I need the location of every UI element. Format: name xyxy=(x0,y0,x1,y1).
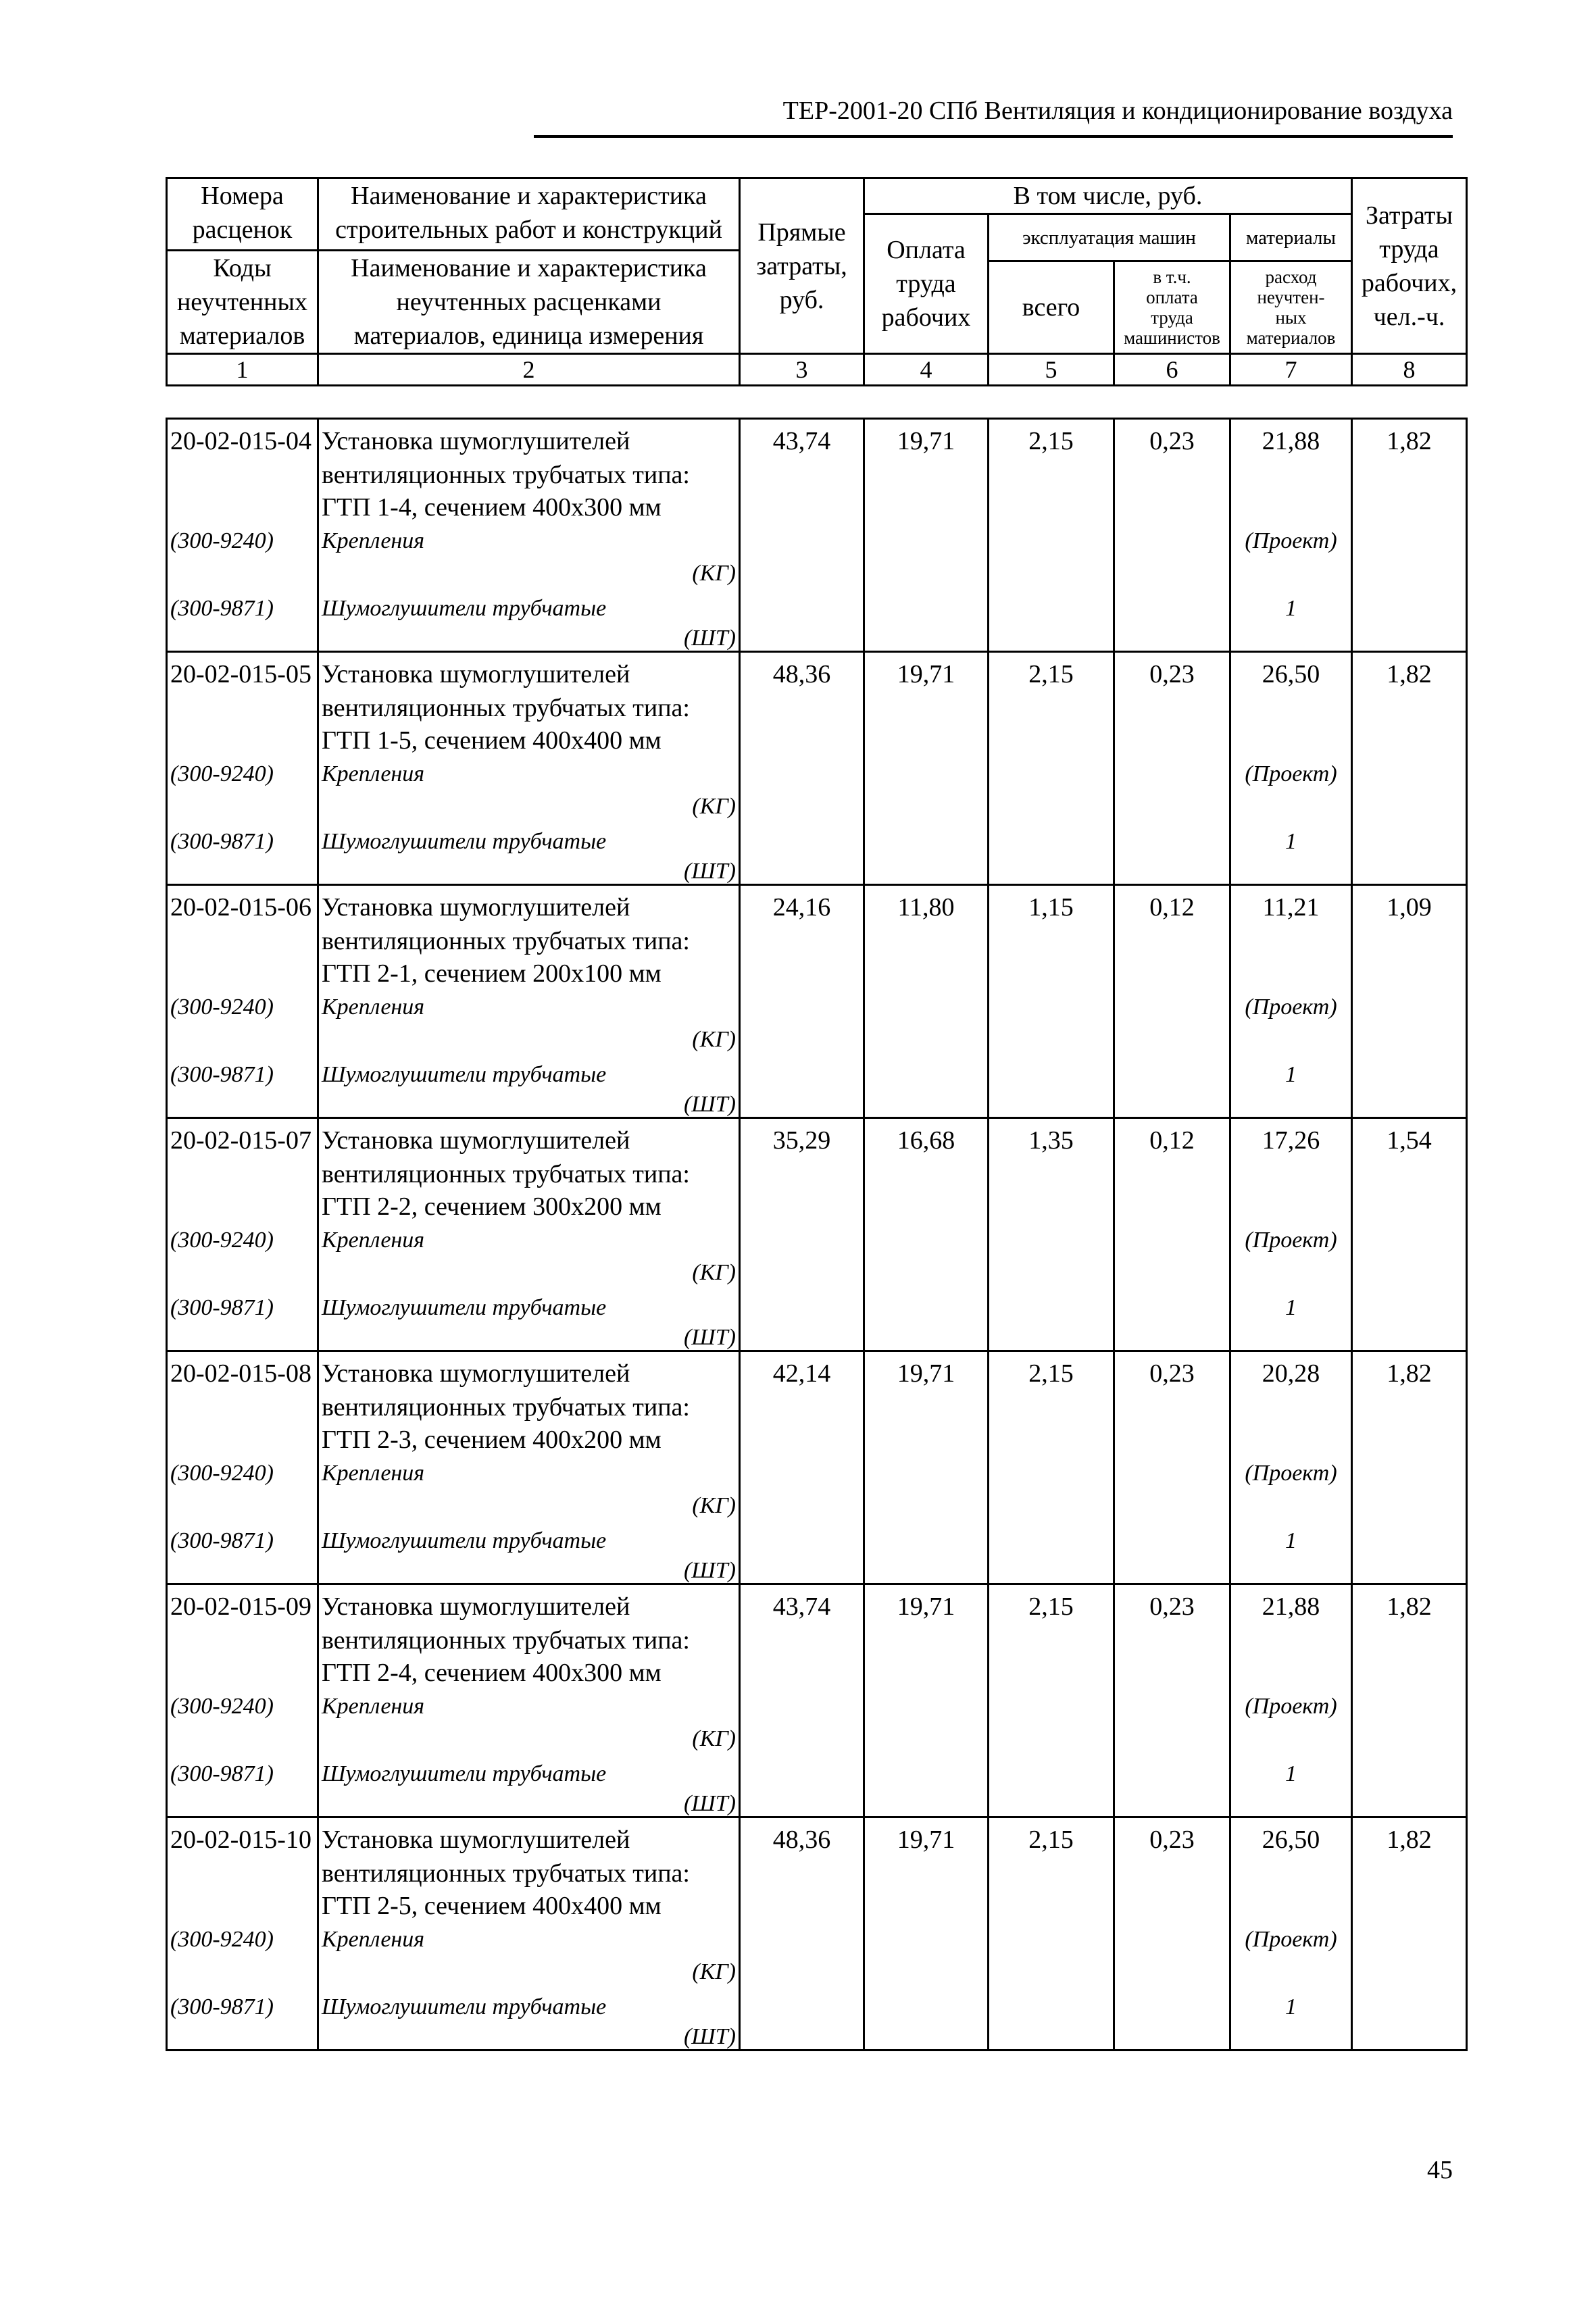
direct-costs-value: 48,36 xyxy=(772,1826,831,1854)
column-number: 8 xyxy=(1352,354,1467,386)
labor-pay-value: 11,80 xyxy=(897,893,955,922)
material-unit-fasteners: (КГ) xyxy=(692,1027,736,1052)
materials-value: 21,88 xyxy=(1262,427,1320,455)
direct-costs-value: 43,74 xyxy=(772,427,831,455)
materials-value: 11,21 xyxy=(1262,893,1320,922)
labor-hours-value: 1,82 xyxy=(1387,1592,1432,1621)
machines-total-value: 1,15 xyxy=(1028,893,1074,922)
material-code-fasteners: (300-9240) xyxy=(170,528,274,553)
labor-hours-value: 1,82 xyxy=(1387,427,1432,455)
machinists-pay-value: 0,12 xyxy=(1149,1126,1195,1155)
materials-value: 17,26 xyxy=(1262,1126,1320,1155)
direct-costs-value: 35,29 xyxy=(772,1126,831,1155)
machinists-pay-value: 0,23 xyxy=(1149,660,1195,688)
column-number: 6 xyxy=(1114,354,1230,386)
material-unit-silencers: (ШТ) xyxy=(683,1092,736,1117)
material-name-silencers: Шумоглушители трубчатые xyxy=(322,1062,607,1087)
labor-pay-value: 19,71 xyxy=(897,427,955,455)
material-unit-silencers: (ШТ) xyxy=(683,1791,736,1816)
material-qty-silencers: 1 xyxy=(1285,1528,1297,1553)
material-code-fasteners: (300-9240) xyxy=(170,761,274,786)
work-name-line: ГТП 2-3, сечением 400х200 мм xyxy=(322,1426,662,1454)
labor-pay-value: 19,71 xyxy=(897,1826,955,1854)
header-labor-hours: Затраты труда рабочих, чел.-ч. xyxy=(1352,178,1467,354)
rate-code: 20-02-015-10 xyxy=(170,1826,311,1854)
work-name-line: Установка шумоглушителей xyxy=(322,1826,630,1854)
machinists-pay-value: 0,23 xyxy=(1149,427,1195,455)
rate-code: 20-02-015-09 xyxy=(170,1592,311,1621)
header-materials: материалы xyxy=(1230,214,1352,261)
material-name-fasteners: Крепления xyxy=(322,761,425,786)
materials-value: 20,28 xyxy=(1262,1359,1320,1388)
rate-code: 20-02-015-05 xyxy=(170,660,311,688)
labor-pay-value: 19,71 xyxy=(897,1359,955,1388)
material-qty-fasteners: (Проект) xyxy=(1245,1694,1337,1719)
material-unit-silencers: (ШТ) xyxy=(683,859,736,884)
labor-pay-value: 19,71 xyxy=(897,660,955,688)
work-name-line: ГТП 2-4, сечением 400х300 мм xyxy=(322,1659,662,1687)
material-code-silencers: (300-9871) xyxy=(170,1528,274,1553)
header-labor-pay: Оплата труда рабочих xyxy=(864,214,989,354)
rate-code: 20-02-015-04 xyxy=(170,427,311,455)
work-name-line: Установка шумоглушителей xyxy=(322,893,630,922)
work-name-line: ГТП 1-4, сечением 400х300 мм xyxy=(322,493,662,522)
material-unit-silencers: (ШТ) xyxy=(683,1325,736,1350)
work-name-line: ГТП 2-5, сечением 400х400 мм xyxy=(322,1892,662,1920)
material-unit-silencers: (ШТ) xyxy=(683,2024,736,2049)
material-name-fasteners: Крепления xyxy=(322,1694,425,1719)
header-names: Наименование и характеристика строительных работ и конструкций Наименование и характеристика неучтенных расценками материалов, единица измерения xyxy=(318,178,740,354)
machines-total-value: 2,15 xyxy=(1028,1826,1074,1854)
material-name-silencers: Шумоглушители трубчатые xyxy=(322,1528,607,1553)
material-qty-fasteners: (Проект) xyxy=(1245,1461,1337,1486)
rate-code: 20-02-015-07 xyxy=(170,1126,311,1155)
table-row xyxy=(167,1351,1467,1584)
table-row xyxy=(167,885,1467,1118)
header-codes: Номера расценок Коды неучтенных материалов xyxy=(167,178,318,354)
material-code-silencers: (300-9871) xyxy=(170,1295,274,1320)
material-name-fasteners: Крепления xyxy=(322,995,425,1020)
material-unit-silencers: (ШТ) xyxy=(683,1558,736,1583)
column-number: 5 xyxy=(989,354,1114,386)
table-row xyxy=(167,1118,1467,1351)
column-number: 2 xyxy=(318,354,740,386)
header-machines-total: всего xyxy=(989,261,1114,354)
labor-hours-value: 1,54 xyxy=(1387,1126,1432,1155)
material-code-silencers: (300-9871) xyxy=(170,829,274,854)
table-row xyxy=(167,1817,1467,2051)
labor-pay-value: 19,71 xyxy=(897,1592,955,1621)
material-code-fasteners: (300-9240) xyxy=(170,1694,274,1719)
material-qty-silencers: 1 xyxy=(1285,1062,1297,1087)
materials-value: 26,50 xyxy=(1262,1826,1320,1854)
work-name-line: вентиляционных трубчатых типа: xyxy=(322,1160,690,1188)
material-code-silencers: (300-9871) xyxy=(170,1761,274,1786)
rate-code: 20-02-015-08 xyxy=(170,1359,311,1388)
column-number: 1 xyxy=(167,354,318,386)
materials-value: 21,88 xyxy=(1262,1592,1320,1621)
material-code-fasteners: (300-9240) xyxy=(170,1461,274,1486)
work-name-line: вентиляционных трубчатых типа: xyxy=(322,461,690,489)
column-number: 3 xyxy=(740,354,864,386)
table-row xyxy=(167,1584,1467,1817)
material-qty-fasteners: (Проект) xyxy=(1245,1927,1337,1952)
work-name-line: ГТП 2-2, сечением 300х200 мм xyxy=(322,1192,662,1221)
rate-code: 20-02-015-06 xyxy=(170,893,311,922)
material-unit-fasteners: (КГ) xyxy=(692,561,736,586)
work-name-line: Установка шумоглушителей xyxy=(322,1126,630,1155)
work-name-line: вентиляционных трубчатых типа: xyxy=(322,1626,690,1655)
material-name-silencers: Шумоглушители трубчатые xyxy=(322,1761,607,1786)
material-name-silencers: Шумоглушители трубчатые xyxy=(322,829,607,854)
material-name-silencers: Шумоглушители трубчатые xyxy=(322,1295,607,1320)
work-name-line: вентиляционных трубчатых типа: xyxy=(322,694,690,722)
page-number: 45 xyxy=(1427,2156,1453,2184)
document-title: ТЕР-2001-20 СПб Вентиляция и кондиционирование воздуха xyxy=(782,97,1453,125)
direct-costs-value: 43,74 xyxy=(772,1592,831,1621)
material-qty-silencers: 1 xyxy=(1285,1994,1297,2019)
material-qty-fasteners: (Проект) xyxy=(1245,1228,1337,1253)
material-qty-fasteners: (Проект) xyxy=(1245,995,1337,1020)
machinists-pay-value: 0,23 xyxy=(1149,1592,1195,1621)
material-code-silencers: (300-9871) xyxy=(170,1062,274,1087)
materials-value: 26,50 xyxy=(1262,660,1320,688)
machinists-pay-value: 0,23 xyxy=(1149,1359,1195,1388)
header-machinists-pay: в т.ч. оплата труда машинистов xyxy=(1114,261,1230,354)
machines-total-value: 2,15 xyxy=(1028,1592,1074,1621)
machinists-pay-value: 0,23 xyxy=(1149,1826,1195,1854)
material-unit-fasteners: (КГ) xyxy=(692,1260,736,1285)
material-qty-fasteners: (Проект) xyxy=(1245,528,1337,553)
work-name-line: вентиляционных трубчатых типа: xyxy=(322,927,690,955)
work-name-line: Установка шумоглушителей xyxy=(322,1359,630,1388)
machines-total-value: 1,35 xyxy=(1028,1126,1074,1155)
column-number: 4 xyxy=(864,354,989,386)
material-unit-fasteners: (КГ) xyxy=(692,794,736,819)
work-name-line: Установка шумоглушителей xyxy=(322,1592,630,1621)
material-unit-fasteners: (КГ) xyxy=(692,1493,736,1518)
column-number: 7 xyxy=(1230,354,1352,386)
work-name-line: Установка шумоглушителей xyxy=(322,427,630,455)
title-underline xyxy=(534,135,1453,138)
work-name-line: вентиляционных трубчатых типа: xyxy=(322,1859,690,1888)
material-name-fasteners: Крепления xyxy=(322,1228,425,1253)
material-name-fasteners: Крепления xyxy=(322,1927,425,1952)
material-name-silencers: Шумоглушители трубчатые xyxy=(322,1994,607,2019)
material-code-fasteners: (300-9240) xyxy=(170,1228,274,1253)
material-name-silencers: Шумоглушители трубчатые xyxy=(322,596,607,621)
column-numbers-row xyxy=(167,354,1467,386)
material-code-fasteners: (300-9240) xyxy=(170,1927,274,1952)
material-name-fasteners: Крепления xyxy=(322,528,425,553)
machines-total-value: 2,15 xyxy=(1028,660,1074,688)
labor-hours-value: 1,82 xyxy=(1387,660,1432,688)
labor-hours-value: 1,82 xyxy=(1387,1826,1432,1854)
rates-table xyxy=(166,418,1468,2051)
material-unit-fasteners: (КГ) xyxy=(692,1726,736,1751)
header-machines: эксплуатация машин xyxy=(989,214,1230,261)
table-row xyxy=(167,652,1467,885)
table-header xyxy=(166,177,1468,386)
direct-costs-value: 48,36 xyxy=(772,660,831,688)
machines-total-value: 2,15 xyxy=(1028,1359,1074,1388)
material-qty-silencers: 1 xyxy=(1285,596,1297,621)
material-code-silencers: (300-9871) xyxy=(170,1994,274,2019)
header-direct-costs: Прямые затраты, руб. xyxy=(740,178,864,354)
material-qty-silencers: 1 xyxy=(1285,829,1297,854)
header-unaccounted-materials: расход неучтен- ных материалов xyxy=(1230,261,1352,354)
work-name-line: ГТП 2-1, сечением 200х100 мм xyxy=(322,959,662,988)
material-name-fasteners: Крепления xyxy=(322,1461,425,1486)
table-row xyxy=(167,419,1467,652)
work-name-line: вентиляционных трубчатых типа: xyxy=(322,1393,690,1422)
work-name-line: Установка шумоглушителей xyxy=(322,660,630,688)
material-code-fasteners: (300-9240) xyxy=(170,995,274,1020)
machinists-pay-value: 0,12 xyxy=(1149,893,1195,922)
header-group-label: В том числе, руб. xyxy=(864,178,1352,214)
labor-pay-value: 16,68 xyxy=(897,1126,955,1155)
material-unit-silencers: (ШТ) xyxy=(683,626,736,651)
material-qty-fasteners: (Проект) xyxy=(1245,761,1337,786)
work-name-line: ГТП 1-5, сечением 400х400 мм xyxy=(322,726,662,755)
labor-hours-value: 1,82 xyxy=(1387,1359,1432,1388)
machines-total-value: 2,15 xyxy=(1028,427,1074,455)
material-unit-fasteners: (КГ) xyxy=(692,1959,736,1984)
material-qty-silencers: 1 xyxy=(1285,1761,1297,1786)
direct-costs-value: 42,14 xyxy=(772,1359,831,1388)
direct-costs-value: 24,16 xyxy=(772,893,831,922)
labor-hours-value: 1,09 xyxy=(1387,893,1432,922)
material-qty-silencers: 1 xyxy=(1285,1295,1297,1320)
material-code-silencers: (300-9871) xyxy=(170,596,274,621)
